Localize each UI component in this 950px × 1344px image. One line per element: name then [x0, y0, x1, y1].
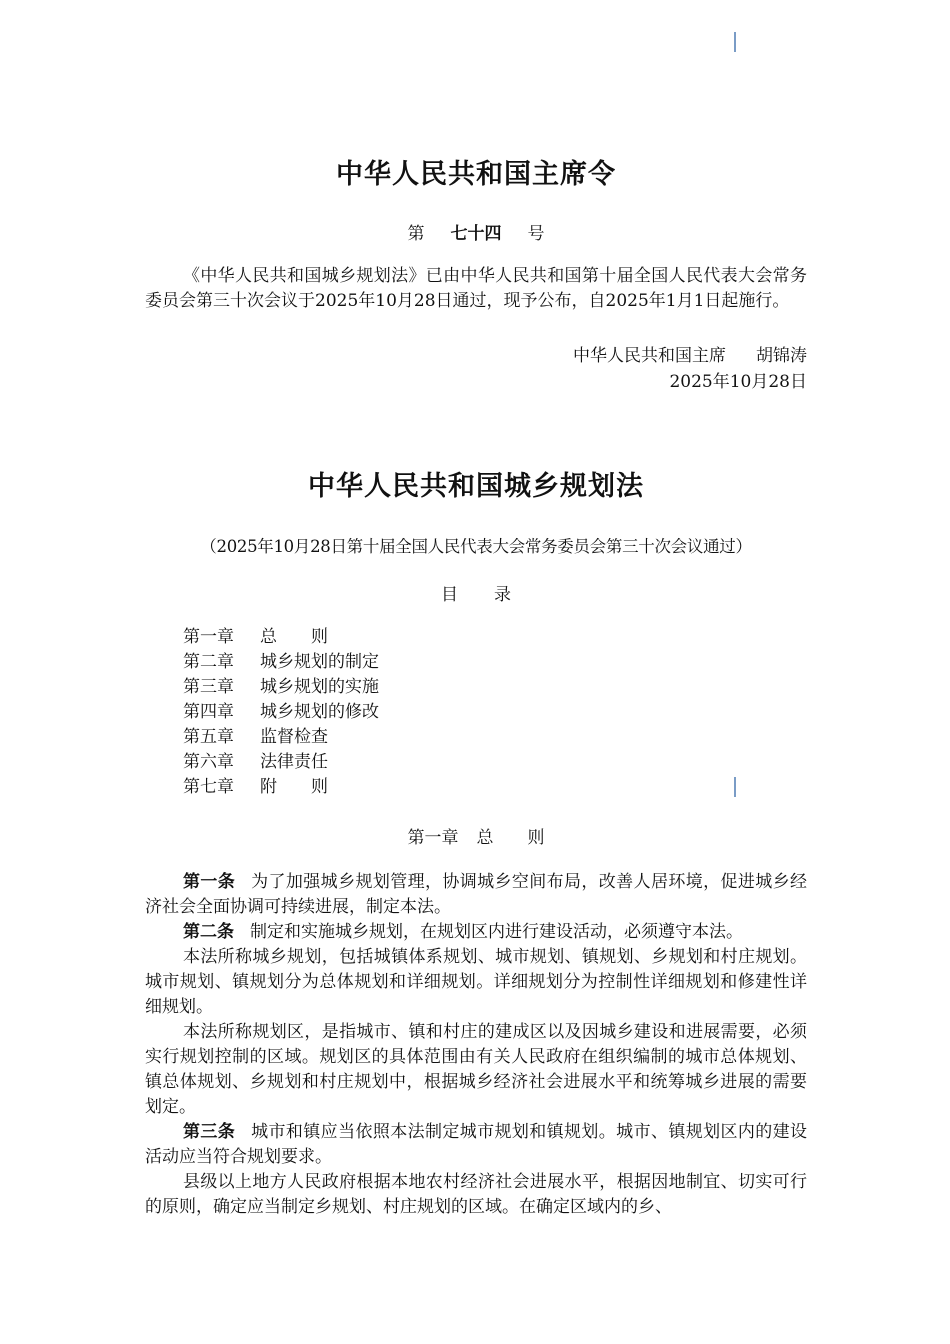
toc-chapter-name: 城乡规划的实施: [260, 677, 379, 697]
chapter-body: [145, 870, 807, 1220]
order-signature: [145, 341, 807, 366]
toc-chapter-name: 城乡规划的制定: [260, 652, 379, 672]
toc-chapter: 第三章: [183, 677, 234, 697]
toc-chapter-name: 总 则: [260, 627, 328, 647]
toc-chapter: 第七章: [183, 777, 234, 797]
toc-item[interactable]: [183, 725, 379, 750]
toc-chapter-name: 监督检查: [260, 727, 328, 747]
toc-title: [145, 580, 807, 605]
article-label: 第三条: [183, 1122, 236, 1142]
chapter-heading: [145, 823, 807, 848]
toc-chapter: 第一章: [183, 627, 234, 647]
toc-chapter: 第四章: [183, 702, 234, 722]
order-number-prefix: 第: [407, 224, 425, 244]
toc-item[interactable]: [183, 775, 379, 800]
order-date: 2025年10月28日: [669, 372, 807, 392]
order-text: 《中华人民共和国城乡规划法》已由中华人民共和国第十届全国人民代表大会常务委员会第三十次会议于2025年10月28日通过，现予公布，自2025年1月1日起施行。: [145, 266, 807, 311]
article-text: 县级以上地方人民政府根据本地农村经济社会进展水平，根据因地制宜、切实可行的原则，确定应当制定乡规划、村庄规划的区域。在确定区域内的乡、: [145, 1172, 807, 1217]
order-title: 中华人民共和国主席令: [336, 159, 616, 190]
toc-item[interactable]: [183, 625, 379, 650]
order-number: [145, 219, 807, 244]
article-text: 制定和实施城乡规划，在规划区内进行建设活动，必须遵守本法。: [250, 922, 743, 942]
toc-chapter: 第二章: [183, 652, 234, 672]
article-paragraph: [145, 1020, 807, 1120]
scroll-marker: [734, 32, 736, 52]
toc-chapter-name: 法律责任: [260, 752, 328, 772]
article-paragraph: [145, 1170, 807, 1220]
toc-item[interactable]: [183, 650, 379, 675]
chapter-heading-no: 第一章: [407, 828, 459, 848]
toc-chapter: 第五章: [183, 727, 234, 747]
toc-item[interactable]: [183, 700, 379, 725]
article-label: 第一条: [183, 872, 236, 892]
article-paragraph: [145, 920, 807, 945]
toc-title-left: 目: [441, 585, 458, 605]
toc-chapter: 第六章: [183, 752, 234, 772]
order-number-value: 七十四: [450, 224, 502, 244]
article-paragraph: [145, 1120, 807, 1170]
toc-item[interactable]: [183, 675, 379, 700]
chapter-heading-name: 总 则: [476, 828, 545, 848]
article-paragraph: [145, 870, 807, 920]
toc-chapter-name: 附 则: [260, 777, 328, 797]
signer-title: 中华人民共和国主席: [573, 346, 726, 366]
signer-name: 胡锦涛: [756, 346, 807, 366]
article-paragraph: [145, 945, 807, 1020]
article-label: 第二条: [183, 922, 234, 942]
toc-chapter-name: 城乡规划的修改: [260, 702, 379, 722]
article-text: 为了加强城乡规划管理，协调城乡空间布局，改善人居环境，促进城乡经济社会全面协调可持续进展，制定本法。: [145, 872, 808, 917]
toc-title-right: 录: [494, 585, 511, 605]
scroll-marker: [734, 777, 736, 797]
article-text: 城市和镇应当依照本法制定城市规划和镇规划。城市、镇规划区内的建设活动应当符合规划要求。: [145, 1122, 808, 1167]
law-title: 中华人民共和国城乡规划法: [308, 471, 644, 502]
article-text: 本法所称城乡规划，包括城镇体系规划、城市规划、镇规划、乡规划和村庄规划。城市规划、镇规划分为总体规划和详细规划。详细规划分为控制性详细规划和修建性详细规划。: [145, 947, 807, 1017]
order-number-suffix: 号: [527, 224, 545, 244]
article-text: 本法所称规划区，是指城市、镇和村庄的建成区以及因城乡建设和进展需要，必须实行规划控制的区域。规划区的具体范围由有关人民政府在组织编制的城市总体规划、镇总体规划、乡规划和村庄规划中，根据城乡经济社会进展水平和统筹城乡进展的需要划定。: [145, 1022, 807, 1117]
toc-item[interactable]: [183, 750, 379, 775]
table-of-contents: [183, 625, 379, 800]
law-subtitle: （2025年10月28日第十届全国人民代表大会常务委员会第三十次会议通过）: [200, 537, 752, 556]
